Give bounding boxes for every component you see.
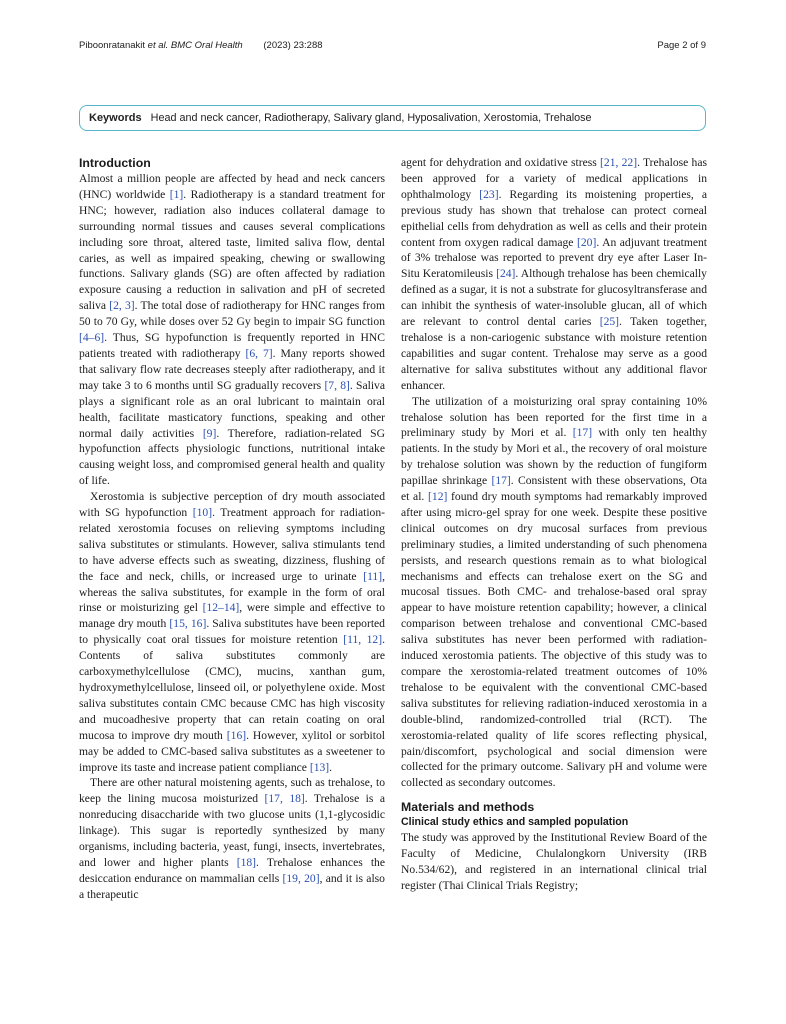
citation-link[interactable]: [18]	[236, 855, 257, 869]
citation-link[interactable]: [6, 7]	[245, 346, 273, 360]
introduction-heading: Introduction	[79, 156, 151, 170]
keywords-text: Head and neck cancer, Radiotherapy, Salivary gland, Hyposalivation, Xerostomia, Trehalose	[150, 112, 592, 124]
intro-paragraph-1: Almost a million people are affected by head and neck cancers (HNC) worldwide [1]. Radiotherapy is a standard treatment for HNC; however, radiation also induces collateral damage to surrounding normal tissues and causes several complications including sore throat, altered taste, limited saliva flow, dental caries, as well as impaired speaking, chewing or swallowing functions. Salivary glands (SG) are often affected by radiation exposure causing a reduction in salivation and pH of secreted saliva [2, 3]. The total dose of radiotherapy for HNC ranges from 50 to 70 Gy, while doses over 52 Gy begin to impair SG function [4–6]. Thus, SG hypofunction is frequently reported in HNC patients treated with radiotherapy [6, 7]. Many reports showed that salivary flow rate decreases steeply after radiotherapy, and it may take 3 to 6 months until SG gradually recovers [7, 8]. Saliva plays a significant role as an oral lubricant to maintain oral health, facilitate masticatory functions, speaking and other normal daily activities [9]. Therefore, radiation-related SG hypofunction affects physiologic functions, nutritional intake causing weight loss, and compromised general health and quality of life.	[79, 172, 385, 488]
header-citation	[79, 40, 323, 51]
citation-link[interactable]: [15, 16]	[169, 617, 207, 631]
header-authors: Piboonratanakit	[79, 40, 146, 51]
citation-link[interactable]: [1]	[169, 187, 184, 201]
citation-link[interactable]: [19, 20]	[282, 871, 320, 885]
keywords-label: Keywords	[89, 112, 142, 124]
citation-link[interactable]: [11, 12]	[343, 633, 383, 647]
methods-subheading: Clinical study ethics and sampled population	[401, 816, 629, 829]
citation-link[interactable]: [4–6]	[79, 331, 105, 345]
page-number: Page 2 of 9	[657, 40, 706, 51]
citation-link[interactable]: [9]	[202, 426, 217, 440]
citation-link[interactable]: [23]	[479, 187, 499, 201]
citation-link[interactable]: [21, 22]	[600, 156, 638, 169]
section-gap	[401, 791, 707, 799]
left-column	[79, 155, 385, 903]
keywords-box	[79, 105, 706, 131]
intro-paragraph-3-continued: agent for dehydration and oxidative stress [21, 22]. Trehalose has been approved for a variety of medical applications in ophthalmology [23]. Regarding its moistening properties, a previous study has shown that trehalose can protect corneal epithelial cells from dehydration as well as cells and their protein content from oxygen radical damage [20]. An adjuvant treatment of 3% trehalose was reported to prevent dry eye after Laser In-Situ Keratomileusis [24]. Although trehalose has been chemically defined as a sugar, it is not a substrate for glucosyltransferase and can inhibit the synthesis of water-insoluble glucan, all of which are relevant to control dental caries [25]. Taken together, trehalose is a non-cariogenic substance with moisture retention capabilities and sugar content. Trehalose may serve as a good alternative for saliva substitutes without any additional flavor enhancer.	[401, 156, 707, 392]
citation-link[interactable]: [11]	[363, 569, 383, 583]
header-year: (2023) 23:288	[263, 40, 323, 51]
citation-link[interactable]: [17]	[491, 474, 511, 488]
citation-link[interactable]: [16]	[226, 728, 247, 742]
citation-link[interactable]: [13]	[309, 760, 330, 774]
citation-link[interactable]: [2, 3]	[109, 299, 135, 313]
citation-link[interactable]: [10]	[192, 506, 213, 520]
methods-heading: Materials and methods	[401, 800, 535, 815]
citation-link[interactable]: [20]	[576, 235, 597, 249]
methods-paragraph-1: The study was approved by the Institutional Review Board of the Faculty of Medicine, Chulalongkorn University (IRB No.534/62), and registered in an international clinical trial register (Thai Clinical Trials Registry;	[401, 831, 707, 892]
intro-paragraph-2: Xerostomia is subjective perception of dry mouth associated with SG hypofunction [10]. Treatment approach for radiation-related xerostomia focuses on relieving symptoms including saliva substitutes or stimulants. However, saliva stimulants tend to have adverse effects such as sweating, dizziness, flushing of the face and neck, chills, or increased urge to urinate [11], whereas the saliva substitutes, for example in the form of oral rinse or moisturizing gel [12–14], were simple and effective to manage dry mouth [15, 16]. Saliva substitutes have been reported to physically coat oral tissues for moisture retention [11, 12]. Contents of saliva substitutes commonly are carboxymethylcellulose (CMC), mucins, xanthan gum, hydroxymethylcellulose, linseed oil, or polyethylene oxide. Most saliva substitutes contain CMC because CMC has high viscosity and mucoadhesive property that can retain coating on oral mucosa to improve dry mouth [16]. However, xylitol or sorbitol may be added to CMC-based saliva substitutes as a sweetener to improve its taste and increase patient compliance [13].	[79, 490, 386, 774]
citation-link[interactable]: [24]	[496, 267, 516, 281]
citation-link[interactable]: [12–14]	[202, 601, 240, 615]
running-header	[79, 40, 706, 56]
citation-link[interactable]: [7, 8]	[324, 378, 350, 392]
citation-link[interactable]: [17, 18]	[264, 792, 305, 806]
header-journal: BMC Oral Health	[170, 40, 243, 51]
citation-link[interactable]: [25]	[599, 315, 620, 329]
header-et-al: et al.	[147, 40, 169, 51]
right-column	[401, 155, 707, 894]
intro-paragraph-4: The utilization of a moisturizing oral spray containing 10% trehalose solution has been reported for the first time in a preliminary study by Mori et al. [17] with only ten healthy patients. In the study by Mori et al., the recovery of oral moisture by trehalose solution was shown by the reduction of fungiform papillae shrinkage [17]. Consistent with these observations, Ota et al. [12] found dry mouth symptoms had remarkably improved after using micro-gel spray for one week. Despite these positive clinical outcomes on dry mucosal surfaces from previous preliminary studies, a limited understanding of such phenomena persists, and research questions remain as to what biological mechanisms and effects can trehalose exert on the SG and mucosal tissues. Both CMC- and trehalose-based oral spray appear to have moisture retention capability; however, a clinical comparison between trehalose and conventional CMC-based saliva substitutes has never been performed with radiation-induced xerostomia patients. The objective of this study was to compare the xerostomia-related treatment outcomes of 10% trehalose to be equivalent with the conventional CMC-based saliva substitutes for relieving radiation-induced xerostomia in a double-blind, randomized-controlled trial (RCT). The xerostomia-related quality of life scores reflecting physical, pain/discomfort, psychological and social dimension were collected for the primary outcome. Salivary pH and volume were collected as secondary outcomes.	[401, 394, 708, 790]
citation-link[interactable]: [17]	[572, 426, 593, 440]
intro-paragraph-3: There are other natural moistening agents, such as trehalose, to keep the lining mucosa moisturized [17, 18]. Trehalose is a nonreducing disaccharide with two glucose units (1,1-glycosidic linkage). This sugar is reportedly synthesized by many organisms, including bacteria, yeast, fungi, insects, invertebrates, and lower and higher plants [18]. Trehalose enhances the desiccation endurance on mammalian cells [19, 20], and it is also a therapeutic	[79, 776, 385, 901]
citation-link[interactable]: [12]	[428, 490, 448, 504]
